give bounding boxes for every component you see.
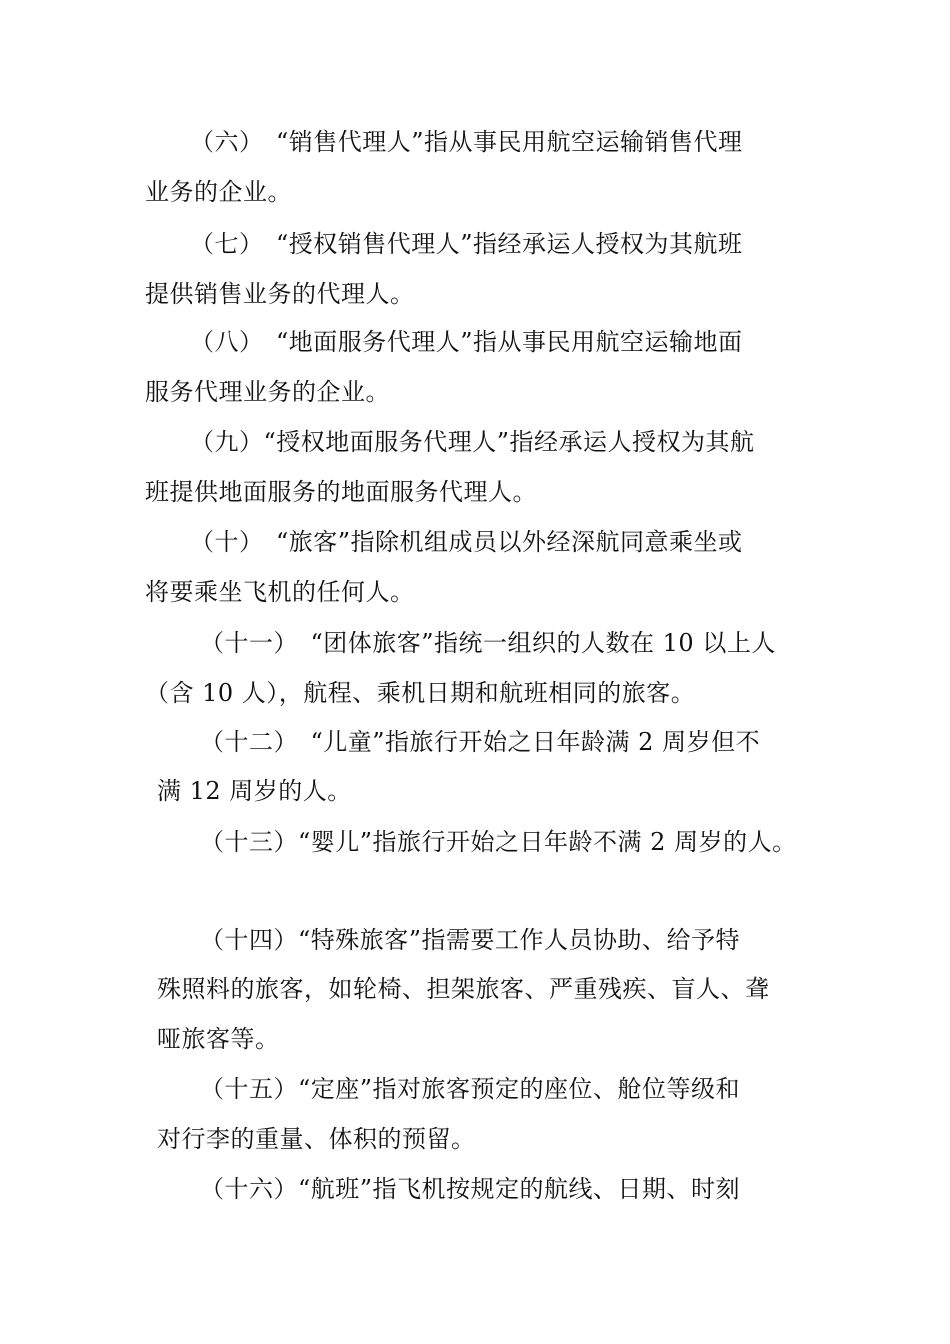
paragraph-9-line-2: 班提供地面服务的地面服务代理人。: [145, 478, 537, 506]
paragraph-14-line-2: 殊照料的旅客，如轮椅、担架旅客、严重残疾、盲人、聋: [157, 975, 770, 1003]
paragraph-10-line-2: 将要乘坐飞机的任何人。: [145, 578, 415, 606]
paragraph-8-line-2: 服务代理业务的企业。: [145, 378, 390, 406]
paragraph-15-line-1: （十五）“定座”指对旅客预定的座位、舱位等级和: [200, 1075, 741, 1103]
paragraph-15-line-2: 对行李的重量、体积的预留。: [157, 1125, 476, 1153]
paragraph-9-line-1: （九）“授权地面服务代理人”指经承运人授权为其航: [190, 428, 755, 456]
paragraph-11-line-2: （含 10 人），航程、乘机日期和航班相同的旅客。: [145, 679, 696, 707]
paragraph-8-line-1: （八） “地面服务代理人”指从事民用航空运输地面: [190, 328, 743, 356]
paragraph-14-line-3: 哑旅客等。: [157, 1025, 280, 1053]
paragraph-7-line-2: 提供销售业务的代理人。: [145, 280, 415, 308]
paragraph-16-line-1: （十六）“航班”指飞机按规定的航线、日期、时刻: [200, 1175, 741, 1203]
paragraph-13-line-1: （十三）“婴儿”指旅行开始之日年龄不满 2 周岁的人。: [200, 828, 797, 856]
paragraph-11-line-1: （十一） “团体旅客”指统一组织的人数在 10 以上人: [200, 629, 776, 657]
paragraph-10-line-1: （十） “旅客”指除机组成员以外经深航同意乘坐或: [190, 528, 743, 556]
paragraph-6-line-1: （六） “销售代理人”指从事民用航空运输销售代理: [190, 128, 743, 156]
paragraph-12-line-2: 满 12 周岁的人。: [157, 777, 352, 805]
paragraph-6-line-2: 业务的企业。: [145, 178, 292, 206]
paragraph-14-line-1: （十四）“特殊旅客”指需要工作人员协助、给予特: [200, 926, 741, 954]
paragraph-7-line-1: （七） “授权销售代理人”指经承运人授权为其航班: [190, 230, 743, 258]
paragraph-12-line-1: （十二） “儿童”指旅行开始之日年龄满 2 周岁但不: [200, 728, 761, 756]
